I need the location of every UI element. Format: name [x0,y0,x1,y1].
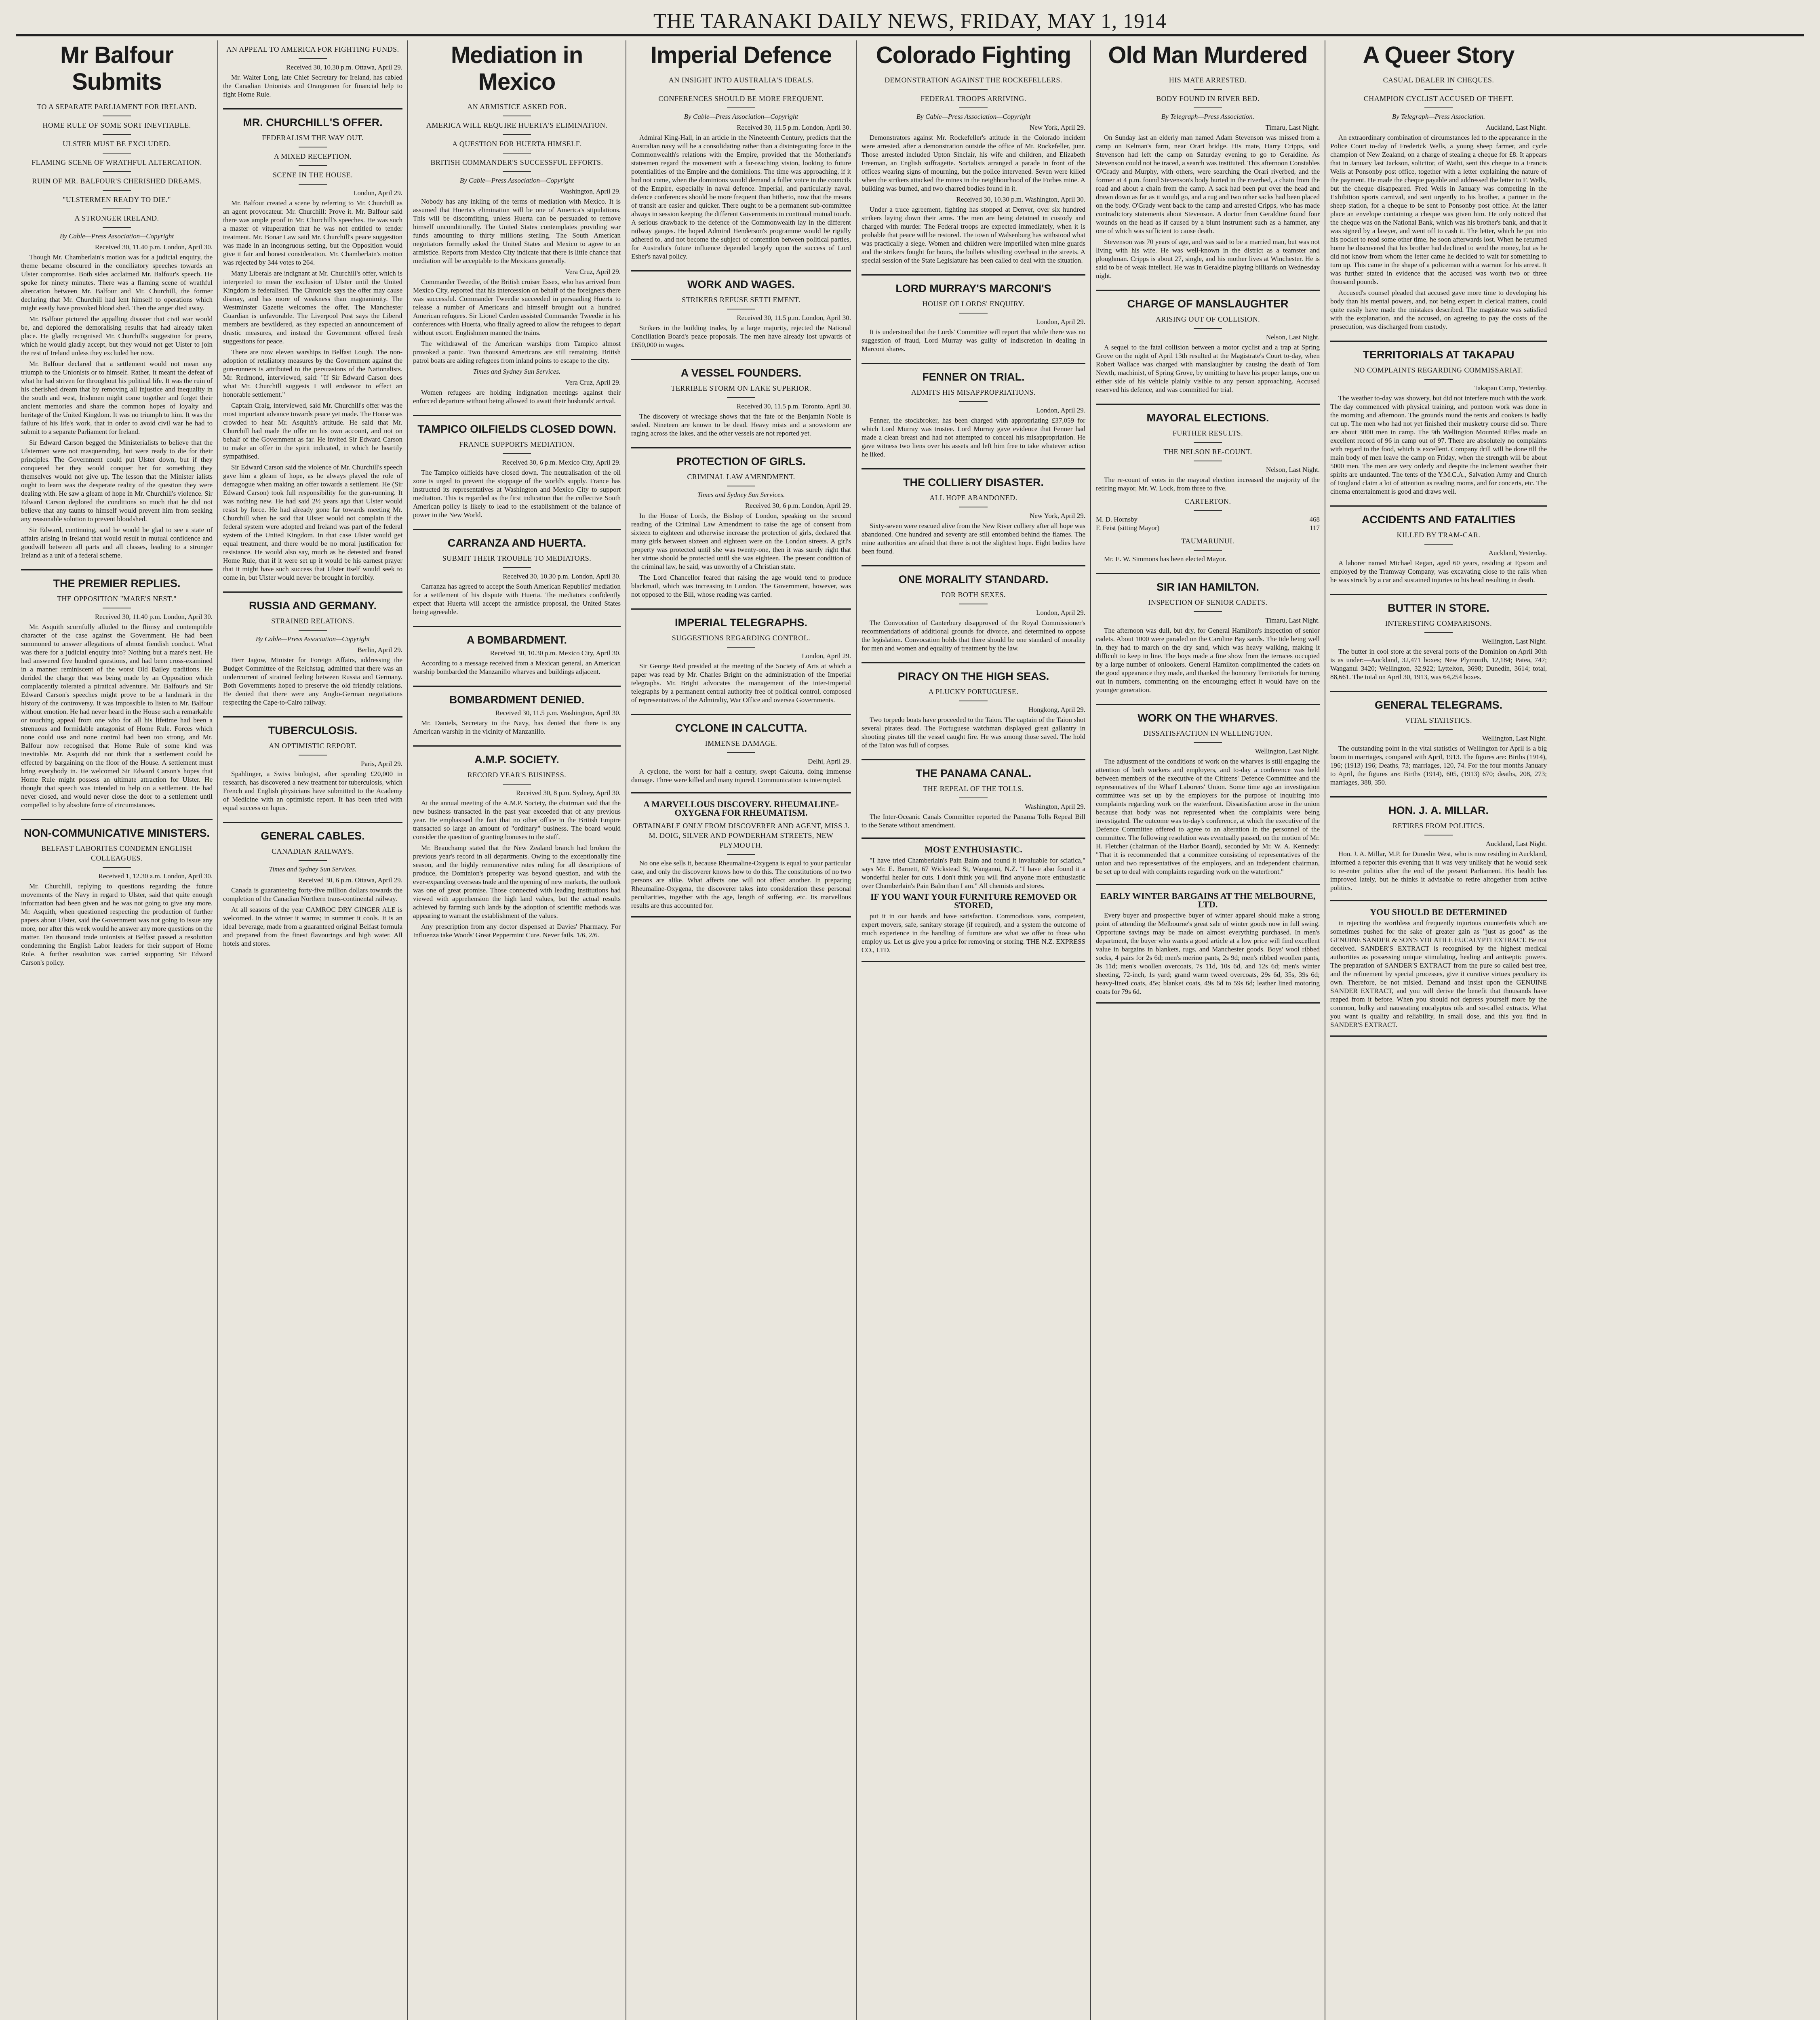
section-heading: THE COLLIERY DISASTER. [862,468,1085,489]
dateline: Received 30, 10.30 p.m. Ottawa, April 29. [286,63,402,71]
paragraph: Though Mr. Chamberlain's motion was for a judicial enquiry, the theme became obscured in the conciliatory speeches towards an Ulster compromise. Both sides acclaimed Mr. Balfour's speech. He spoke for ninety minutes. There was a flaming scene of wrathful altercation between Mr. Balfour and Mr. Churchill, the former declaring that Mr. Churchill had lent himself to operations which might easily have provoked blood shed. Then the anger died away. [21,253,213,312]
paragraph: At the annual meeting of the A.M.P. Society, the chairman said that the new business transacted in the past year exceeded that of any previous year. He emphasised the fact that no other office in the British Empire transacted so large an amount of "ordinary" business. The board would consider the question of granting bonuses to the staff. [413,799,621,841]
columns [16,40,1804,2020]
dateline: Vera Cruz, April 29. [565,379,621,386]
paragraph: Captain Craig, interviewed, said Mr. Churchill's offer was the most important advance towards peace yet made. The House was crowded to hear Mr. Asquith's attitude. He said that Mr. Churchill had made the offer on his own account, and not on behalf of the Government as far. He invited Sir Edward Carson to make an offer in the spirit indicated, in which he heartily sympathised. [223,402,402,460]
subhead: INTERESTING COMPARISONS. [1330,619,1547,633]
subhead: IMMENSE DAMAGE. [631,739,851,753]
paragraph: Demonstrators against Mr. Rockefeller's attitude in the Colorado incident were arrested, after a demonstration outside the office of Mr. Rockefeller, junr. Those arrested included Upton Sinclair, his wife and children, and Elizabeth Freeman, an English suffragette. Socialists arranged a parade in front of the offices wearing signs of mourning, but the police intervened. Seven were killed when the strikers attacked the mines in the neighbourhood of the Forbes mine. A building was burned, and two charred bodies found in it. [862,134,1085,192]
section-heading: A.M.P. SOCIETY. [413,745,621,766]
dateline: Received 30, 6 p.m. London, April 29. [745,502,851,509]
paragraph: Women refugees are holding indignation meetings against their enforced departure without being allowed to await their husbands' arrival. [413,389,621,405]
section-heading: NON-COMMUNICATIVE MINISTERS. [21,819,213,840]
subhead: RETIRES FROM POLITICS. [1330,821,1547,835]
subhead: NO COMPLAINTS REGARDING COMMISSARIAT. [1330,365,1547,380]
dateline: Received 30, 6 p.m. Mexico City, April 29. [502,459,621,466]
section-heading: BUTTER IN STORE. [1330,594,1547,614]
subhead: HIS MATE ARRESTED. [1096,75,1320,90]
advertisement: Any prescription from any doctor dispensed at Davies' Pharmacy. For Influenza take Woods' Great Peppermint Cure. Never fails. 1/6, 2/6. [413,923,621,939]
headline-defence: Imperial Defence [650,42,832,68]
place-heading: TAUMARUNUI. [1096,536,1320,551]
subhead: DISSATISFACTION IN WELLINGTON. [1096,728,1320,743]
paragraph: Sir George Reid presided at the meeting of the Society of Arts at which a paper was read by Mr. Charles Bright on the administration of the Imperial telegraphs. Mr. Bright advocates the management of the inter-Imperial telegraphs by a permanent central authority free of political control, composed of representatives of the Admiralty, War Office and oversea Governments. [631,662,851,704]
section-heading: MAYORAL ELECTIONS. [1096,404,1320,424]
paragraph: Fenner, the stockbroker, has been charged with appropriating £37,059 for which Lord Murray was trustee. Lord Murray gave evidence that Fenner had made a clean breast and had not attempted to conceal his misappropriation. He gave witness two liens over his assets and left him free to take whatever action he liked. [862,417,1085,458]
section-heading: PROTECTION OF GIRLS. [631,447,851,468]
subhead: THE NELSON RE-COUNT. [1096,447,1320,461]
section-heading: FENNER ON TRIAL. [862,363,1085,383]
dateline: London, April 29. [1036,609,1085,617]
subhead: CHAMPION CYCLIST ACCUSED OF THEFT. [1330,94,1547,108]
candidate-name: M. D. Hornsby [1096,516,1138,523]
paragraph: According to a message received from a Mexican general, an American warship bombarded the Manzanillo wharves and buildings adjacent. [413,659,621,675]
subhead: BELFAST LABORITES CONDEMN ENGLISH COLLEAGUES. [21,844,213,868]
dateline: Timaru, Last Night. [1265,124,1320,131]
advert-title: IF YOU WANT YOUR FURNITURE REMOVED OR STORED, [870,892,1077,910]
paragraph: Sir Edward Carson begged the Ministerialists to believe that the Ulstermen were not masquerading, but were ready to die for their principles. The Government could put Ulster down, but if they conquered her they would conquer her for something they themselves would not give up. The lesson that the Minister ialists ought to learn was the desperate reality of the question they were dealing with. He saw a gleam of hope in Mr. Churchill's violence. Sir Edward Carson deplored the conditions so much that he did not believe that any taunts to himself would prevent him from seeking any reasonable solution to prevent bloodshed. [21,439,213,523]
subhead: AN INSIGHT INTO AUSTRALIA'S IDEALS. [631,75,851,90]
subhead: RUIN OF MR. BALFOUR'S CHERISHED DREAMS. [21,176,213,191]
subhead: SUBMIT THEIR TROUBLE TO MEDIATORS. [413,553,621,568]
byline: By Cable—Press Association—Copyright [459,177,574,184]
paragraph: Mr. Beauchamp stated that the New Zealand branch had broken the previous year's record in all departments. Owing to the exceptionally fine season, and the highly remunerative rates ruling for all descriptions of produce, the Dominion's prosperity was beyond question, and with the ever-expanding overseas trade and the opening of new markets, the outlook was one of great promise. Those connected with leading institutions had viewed with apprehension the high land values, but the actual results achieved by farming such lands by the adoption of scientific methods was appearing to warrant the establishment of the values. [413,844,621,920]
subhead: FOR BOTH SEXES. [862,590,1085,604]
result-row [1096,524,1320,532]
paragraph: Mr. Balfour created a scene by referring to Mr. Churchill as an agent provocateur. Mr. Churchill: Prove it. Mr. Balfour said there was ample proof in Mr. Churchill's speeches. He was such a master of vituperation that he was not entitled to tender treatment. Mr. Bonar Law said Mr. Churchill's peace suggestion was made in an incongruous setting, but the Opposition would give it fair and honest consideration. Mr. Chamberlain's motion was rejected by 344 votes to 264. [223,199,402,266]
subhead: VITAL STATISTICS. [1330,715,1547,730]
subhead: DEMONSTRATION AGAINST THE ROCKEFELLERS. [862,75,1085,90]
subhead: A QUESTION FOR HUERTA HIMSELF. [413,139,621,154]
paragraph: Carranza has agreed to accept the South American Republics' mediation for a settlement of his dispute with Huerta. The mediators confidently expect that Huerta will accept the armistice proposal, the United States being agreeable. [413,583,621,616]
subhead: SCENE IN THE HOUSE. [223,170,402,185]
byline: By Telegraph—Press Association. [1161,113,1255,120]
section-heading: RUSSIA AND GERMANY. [223,591,402,612]
paragraph: Hon. J. A. Millar, M.P. for Dunedin West, who is now residing in Auckland, informed a reporter this evening that it was very unlikely that he would seek to re-enter politics after the end of the present Parliament. His health has improved lately, but he thinks it advisable to retire altogether from active politics. [1330,850,1547,892]
subhead: ARISING OUT OF COLLISION. [1096,314,1320,329]
dateline: Vera Cruz, April 29. [565,268,621,276]
paragraph: In the House of Lords, the Bishop of London, speaking on the second reading of the Criminal Law Amendment to raise the age of consent from sixteen to eighteen and otherwise increase the protection of girls, declared that many girls between sixteen and eighteen were on the London streets. A girl's property was protected until she was twenty-one, then it was surely right that her virtue should be protected until she was eighteen. The present condition of the criminal law, he said, was unworthy of a Christian state. [631,512,851,570]
dateline: Wellington, Last Night. [1255,747,1320,755]
section-heading: IMPERIAL TELEGRAPHS. [631,608,851,629]
paragraph: The discovery of wreckage shows that the fate of the Benjamin Noble is sealed. Nineteen are known to be dead. Heavy mists and a snowstorm are raging across the lakes, and the other vessels are not reported yet. [631,412,851,437]
paragraph: Mr. Churchill, replying to questions regarding the future movements of the Navy in regard to Ulster, said that quite enough information had been given and he was not going to give any more. Mr. Asquith, when questioned respecting the production of further papers about Ulster, said the Government was not going to issue any more, nor after this week would he answer any more questions on the matter. Ten thousand trade unionists at Belfast passed a resolution condemning the English Labor leaders for their support of Home Rule. A further resolution was carried supporting Sir Edward Carson's policy. [21,882,213,966]
byline: By Cable—Press Association—Copyright [255,635,370,643]
advert-title: EARLY WINTER BARGAINS AT THE MELBOURNE, LTD. [1100,891,1316,909]
subhead: FEDERAL TROOPS ARRIVING. [862,94,1085,108]
section-heading: WORK ON THE WHARVES. [1096,704,1320,724]
paragraph: Sir Edward Carson said the violence of Mr. Churchill's speech gave him a gleam of hope, as he always played the role of demagogue when making an offer towards a settlement. He (Sir Edward Carson) took full responsibility for the gun-running. It was nothing new. He had said 2½ years ago that Ulster would resist by force. He had already gone far towards meeting Mr. Churchill when he said that Ulster would not complain if the federal system were adopted and Ireland was part of the federal system of the United Kingdom. In that case Ulster would get equal treatment, and there would be no moral justification for resistance. He would also say, much as he detested and feared Home Rule, that if it were set up it would be his earnest prayer that it might have such success that Ulster itself would seek to come in, but Ulster would never be brought in forcibly. [223,463,402,581]
dateline: Berlin, April 29. [357,646,402,654]
dateline: Nelson, Last Night. [1266,333,1320,341]
section-heading: GENERAL CABLES. [223,822,402,842]
dateline: Auckland, Last Night. [1485,124,1547,131]
paragraph: The re-count of votes in the mayoral election increased the majority of the retiring mayor, Mr. W. Lock, from three to five. [1096,476,1320,492]
subhead: TERRIBLE STORM ON LAKE SUPERIOR. [631,383,851,398]
column-murder [1091,40,1325,2020]
dateline: Received 30, 6 p.m. Ottawa, April 29. [298,876,402,884]
paragraph: Admiral King-Hall, in an article in the Nineteenth Century, predicts that the Australian navy will be a consolidating rather than a disintegrating force in the Commonwealth's relations with the Empire, provided that the Motherland's statesmen regard the movement with a far-reaching vision, looking to future potentialities of the Empire and the dominions. The time was approaching, if it had not come, when the dominions would demand a fuller voice in the councils of the Empire, especially in naval defence. Imperial, and particularly naval, defence conferences should be more frequent than hitherto, now that the means of transit are easier and quicker. There ought to be a permanent sub-committee always in session keeping the different Governments in continual mutual touch. A serious drawback to the defence of the Commonwealth lay in the different railway gauges. He hoped Admiral Henderson's programme would be rigidly adhered to, and not become the subject of contention between political parties, for Australia's future influence depended largely upon the success of Lord Esher's naval policy. [631,134,851,260]
paragraph: An extraordinary combination of circumstances led to the appearance in the Police Court to-day of Frederick Wells, a young sheep farmer, and cycle champion of New Zealand, on a charge of stealing a cheque for £8. It appears that in January last Jackson, solicitor, of Waihi, sent this cheque to a Francis Wells at Ponsonby post office, together with a letter explaining the nature of the payment. He made the cheque payable and addressed the letter to F. Wells, but the cheque disappeared. Fred Wells in January was competing in the Exhibition sports carnival, and sent urgently to his brother, a partner in the sheep station, for a cheque to be sent to Ponsonby post office. At the latter place an envelope containing a cheque was given him. He only noticed that the cheque was on the National Bank, which was his brother's bank, and that it was signed by a lawyer, and went off to cash it. The letter, which he put into his pocket to read some other time, he soon afterwards lost. When he returned home he discovered that his brother had declined to send the money, but as he did not know from whom the letter came he decided to wait for something to turn up. This came in the shape of a policeman with a warrant for his arrest. It was further stated in evidence that the accused was worth two or three thousand pounds. [1330,134,1547,286]
section-heading: A BOMBARDMENT. [413,626,621,646]
dateline: Received 30, 10.30 p.m. Washington, April 30. [956,196,1085,203]
paragraph: Herr Jagow, Minister for Foreign Affairs, addressing the Budget Committee of the Reichstag, admitted that there was an undercurrent of strained feeling between Russia and Germany. Both Governments hoped to preserve the old friendly relations. He denied that there were any Anglo-German negotiations respecting the Cape-to-Cairo railway. [223,656,402,706]
paragraph: Accused's counsel pleaded that accused gave more time to developing his body than his mental powers, and, not being expert in clerical matters, could quite easily have made the mistakes described. The magistrate was satisfied with the explanation, and the accused, on agreeing to pay the costs of the prosecution, was discharged from custody. [1330,289,1547,330]
advertisement-pain-balm [862,837,1085,962]
dateline: Received 30, 11.5 p.m. Washington, April 30. [495,709,621,717]
paragraph: Mr. Walter Long, late Chief Secretary for Ireland, has cabled the Canadian Unionists and Orangemen for financial help to fight Home Rule. [223,74,402,98]
byline: Times and Sydney Sun Services. [697,491,785,499]
section-heading: PIRACY ON THE HIGH SEAS. [862,662,1085,683]
subhead: ADMITS HIS MISAPPROPRIATIONS. [862,387,1085,402]
column-continued [218,40,408,2020]
dateline: Received 30, 8 p.m. Sydney, April 30. [516,789,621,797]
paragraph: Sir Edward, continuing, said he would be glad to see a state of affairs arising in Ireland that would result in mutual confidence and goodwill between all parts and all classes, leading to a stronger Ireland as a unit of a federal scheme. [21,526,213,559]
paragraph: Mr. Daniels, Secretary to the Navy, has denied that there is any American warship in the vicinity of Manzanillo. [413,719,621,735]
advert-body: "I have tried Chamberlain's Pain Balm and found it invaluable for sciatica," says Mr. E. Barnett, 67 Wickstead St, Wanganui, N.Z. "I have also found it a wonderful healer for cuts. I don't think you will find anyone more enthusiastic over Chamberlain's Pain Balm than I am." All chemists and stores. [862,856,1085,890]
paragraph: Many Liberals are indignant at Mr. Churchill's offer, which is interpreted to mean the exclusion of Ulster until the United Kingdom is federalised. The Chronicle says the offer may cause dismay, and has more of weakness than magnanimity. The Westminster Gazette welcomes the offer. The Manchester Guardian is unfavorable. The Liverpool Post says the Liberal members are bewildered, as they expected an announcement of drastic measures, and instead the Government offered fresh suggestions for peace. [223,269,402,345]
dateline: Wellington, Last Night. [1482,734,1547,742]
subhead: FEDERALISM THE WAY OUT. [223,133,402,147]
subhead: THE REPEAL OF THE TOLLS. [862,784,1085,798]
paragraph: There are now eleven warships in Belfast Lough. The non-adoption of retaliatory measures by the Government against the gun-runners is attributed to the persuasions of the Nationalists. Mr. Redmond, interviewed, said: "If Sir Edward Carson does what Mr. Churchill suggests I will endeavor to effect an honorable settlement." [223,348,402,398]
paragraph: Mr. Balfour declared that a settlement would not mean any triumph to the Unionists or to himself. Rather, it meant the defeat of what he had striven for throughout his political life. It was the ruin of his cherished dream that by removing all injustice and inequality in the south and west, Irishmen might come together and forget their ancient memories and share the common hopes of loyalty and heritage of the United Kingdom. It was no triumph to him. It was the failure of his life's work, that in order to avoid civil war he had to submit to a separate Parliament for Ireland. [21,360,213,436]
section-heading: GENERAL TELEGRAMS. [1330,691,1547,711]
paragraph: A sequel to the fatal collision between a motor cyclist and a trap at Spring Grove on the night of April 13th resulted at the Magistrate's Court to-day, when Robert Wallace was charged with manslaughter by causing the death of Tom Newth, machinist, of Spring Grove, by omitting to have his proper lamps, one on either side of his vehicle plainly visible to any person approaching. Accused reserved his defence, and was committed for trial. [1096,343,1320,393]
paragraph: Stevenson was 70 years of age, and was said to be a married man, but was not living with his wife. He was well-known in the district as a teamster and ploughman. Cripps is about 27, single, and his mother lives at Winchester. He is said to be of weak intellect. He was in Geraldine playing billiards on Wednesday night. [1096,238,1320,280]
subhead: AN OPTIMISTIC REPORT. [223,741,402,755]
subhead: CANADIAN RAILWAYS. [223,846,402,861]
subhead: FRANCE SUPPORTS MEDIATION. [413,440,621,454]
subhead: STRAINED RELATIONS. [223,616,402,631]
subhead: CONFERENCES SHOULD BE MORE FREQUENT. [631,94,851,108]
subhead: AN APPEAL TO AMERICA FOR FIGHTING FUNDS. [223,44,402,59]
section-heading: TUBERCULOSIS. [223,716,402,737]
advert-body: in rejecting the worthless and frequently injurious counterfeits which are sometimes pushed for the sake of greater gain as "just as good" as the GENUINE SANDER & SON'S VOLATILE EUCALYPTI EXTRACT. Be not deceived. SANDER'S EXTRACT is recognised by the highest medical authorities as possessing unique stimulating, healing and antiseptic powers. The preparation of SANDER'S EXTRACT from the pure so called best tree, and the refinement by special processes, give it curative virtues peculiary its own. Therefore, be not misled. Demand and insist upon the GENUINE SANDER EXTRACT, and you will derive the benefit that thousands have reaped from it before. When you should not depress yourself more by the common, bulky and nauseating eucalyptus oils and so-called extracts. What you want is quality and reliability, in small dose, and this you find in SANDER'S EXTRACT. [1330,919,1547,1029]
advert-title: YOU SHOULD BE DETERMINED [1370,907,1507,917]
subhead: AN ARMISTICE ASKED FOR. [413,102,621,116]
subhead: SUGGESTIONS REGARDING CONTROL. [631,633,851,648]
dateline: Washington, April 29. [1025,803,1085,810]
paragraph: Commander Tweedie, of the British cruiser Essex, who has arrived from Mexico City, reported that his intercession on behalf of the foreigners there was successful. Commander Tweedie succeeded in persuading Huerta to release a number of Americans and himself brought out a hundred American refugees. Sir Lionel Carden assisted Commander Tweedie in his conferences with Huerta, who finally agreed to allow the refugees to depart without escort. Englishmen manned the trains. [413,278,621,337]
headline-mexico: Mediation in Mexico [451,42,583,95]
section-heading: BOMBARDMENT DENIED. [413,686,621,706]
subhead: INSPECTION OF SENIOR CADETS. [1096,598,1320,612]
paragraph: On Sunday last an elderly man named Adam Stevenson was missed from a camp on Kelman's farm, near Orari bridge. His mate, Harry Cripps, said Stevenson had left the camp on Saturday evening to go to Geraldine. As Stevenson could not be traced, a search was instituted. This afternoon Constables O'Grady and Murphy, with others, were searching the Orari riverbed, and the former at 4 p.m. found Stevenson's body buried in the riverbed, a chain from the road and about a chain from the camp. A sack had been put over the head and drawn down as far as it would go, and a rug and two other sacks had been placed on the body. O'Grady went back to the camp and arrested Cripps, who has made contradictory statements about Stevenson. A doctor from Geraldine found four wounds on the head as if caused by a blunt instrument such as a hammer, any one of which was sufficient to cause death. [1096,134,1320,235]
section-heading: TAMPICO OILFIELDS CLOSED DOWN. [413,415,621,436]
paragraph: The outstanding point in the vital statistics of Wellington for April is a big boom in marriages, compared with April, 1913. The figures are: Births (1914), 196; (1913) 196; Deaths, 73; marriages, 120, 74. For the four months January to April, the figures are: Births (1914), 605, (1913) 670; deaths, 208, 273; marriages, 388, 350. [1330,745,1547,786]
section-heading: SIR IAN HAMILTON. [1096,573,1320,593]
subhead: ALL HOPE ABANDONED. [862,493,1085,507]
section-heading: CARRANZA AND HUERTA. [413,529,621,549]
candidate-name: F. Feist (sitting Mayor) [1096,524,1160,532]
dateline: Received 30, 11.5 p.m. London, April 30. [737,124,851,131]
dateline: Auckland, Last Night. [1485,840,1547,848]
subhead: RECORD YEAR'S BUSINESS. [413,770,621,785]
dateline: London, April 29. [802,652,851,660]
paragraph: Two torpedo boats have proceeded to the Taion. The captain of the Taion shot several pirates dead. The Portuguese watchman displayed great gallantry in shooting pirates till the vessel caught fire. He was among those saved. The hold of the Taion was full of corpses. [862,716,1085,749]
subhead: CRIMINAL LAW AMENDMENT. [631,472,851,486]
section-heading: HON. J. A. MILLAR. [1330,796,1547,817]
paragraph: The Lord Chancellor feared that raising the age would tend to produce blackmail, which was increasing in London. The Government, however, was not opposed to the Bill, whose reading was carried. [631,574,851,598]
dateline: New York, April 29. [1030,124,1085,131]
advert-title: A MARVELLOUS DISCOVERY. RHEUMALINE-OXYGENA FOR RHEUMATISM. [643,799,839,818]
masthead: THE TARANAKI DAILY NEWS, FRIDAY, MAY 1, 1914 [16,8,1804,36]
subhead: AMERICA WILL REQUIRE HUERTA'S ELIMINATION. [413,120,621,135]
section-heading: TERRITORIALS AT TAKAPAU [1330,341,1547,361]
paragraph: Strikers in the building trades, by a large majority, rejected the National Conciliation Board's peace proposals. The men have already lost upwards of £650,000 in wages. [631,324,851,349]
dateline: Received 1, 12.30 a.m. London, April 30. [98,872,213,880]
dateline: Auckland, Yesterday. [1488,549,1547,557]
paragraph: The afternoon was dull, but dry, for General Hamilton's inspection of senior cadets. About 1000 were paraded on the Caroline Bay sands. The tide being well in, they had to march on the dry sand, which was heavy walking, making it difficult to keep in line. The boys made a fine show from the terraces occupied by a large number of onlookers. General Hamilton complimented the cadets on the good appearance they made, and thanked the honorary Territorials for turning out in numbers, commenting on the encouraging effect it would have on the younger generation. [1096,627,1320,694]
subhead: HOME RULE OF SOME SORT INEVITABLE. [21,120,213,135]
advertisement: At all seasons of the year CAMROC DRY GINGER ALE is welcomed. In the winter it warms; in summer it cools. It is an ideal beverage, made from a guaranteed original Belfast formula and prepared from the finest flavourings and high water. All hotels and stores. [223,906,402,947]
paragraph: Nobody has any inkling of the terms of mediation with Mexico. It is assumed that Huerta's elimination will be one of America's stipulations. This will be discomfiting, unless Huerta can be persuaded to remove himself unconditionally. The United States contemplates providing war funds amounting to thirty millions sterling. The South American negotiators formally asked the United States and Mexico to agree to an armistice. Reports from Mexico City indicate that there is little chance that mediation will be acceptable to the Mexicans generally. [413,198,621,265]
section-heading: LORD MURRAY'S MARCONI'S [862,274,1085,295]
subhead: STRIKERS REFUSE SETTLEMENT. [631,295,851,309]
subhead: "ULSTERMEN READY TO DIE." [21,195,213,209]
subhead: HOUSE OF LORDS' ENQUIRY. [862,299,1085,314]
advert-subtitle: OBTAINABLE ONLY FROM DISCOVERER AND AGENT, MISS J. M. DOIG, SILVER AND POWDERHAM STREETS, NEW PLYMOUTH. [631,821,851,855]
dateline: London, April 29. [1036,318,1085,326]
paragraph: A laborer named Michael Regan, aged 60 years, residing at Epsom and employed by the Tramway Company, was excavating close to the rails when he was struck by a car and sustained injuries to his head resulting in death. [1330,559,1547,584]
paragraph: The butter in cool store at the several ports of the Dominion on April 30th is as under:—Auckland, 32,471 boxes; New Plymouth, 12,184; Patea, 747; Wanganui 3420; Wellington, 32,922; Lyttelton, 3698; Dunedin, 3614; total, 88,661. The total on April 30, 1913, was 64,254 boxes. [1330,648,1547,681]
byline: By Cable—Press Association—Copyright [684,113,798,120]
subhead: BRITISH COMMANDER'S SUCCESSFUL EFFORTS. [413,158,621,172]
candidate-votes: 117 [1310,524,1320,532]
subhead: FLAMING SCENE OF WRATHFUL ALTERCATION. [21,158,213,172]
advertisement-sanders-extract [1330,900,1547,1037]
subhead: KILLED BY TRAM-CAR. [1330,530,1547,545]
dateline: Received 30, 10.30 p.m. Mexico City, April 30. [490,649,621,657]
paragraph: The weather to-day was showery, but did not interfere much with the work. The day commenced with physical training, and pontoon work was done in the morning and afternoon. The grounds round the tents and cookers is badly cut up. The men who had not yet finished their musketry course did so. There are about 3000 men in camp. The 9th Wellington Mounted Rifles made an excellent record of 96 in camp out of 97. There are absolutely no complaints with regard to the food, which is excellent. Company drill will be done till the main body of men leave the camp on Friday, when the strength will be about 5000 men. The men are very orderly and despite the inclement weather their spirits are undaunted. The tents of the Y.M.C.A., Salvation Army and Church of England claim a lot of attention as reading rooms, and for concerts, etc. The cinema entertainment is good and draws well. [1330,394,1547,495]
paragraph: Mr. Balfour pictured the appalling disaster that civil war would be, and deplored the demoralising results that had already taken place. He gladly recognised Mr. Churchill's suggestion for peace, which he would gladly accept, but they would not get Ulster to join the rest of Ireland unless they excluded her now. [21,315,213,357]
candidate-votes: 468 [1309,516,1320,523]
dateline: Received 30, 10.30 p.m. London, April 30. [503,572,621,580]
paragraph: The Tampico oilfields have closed down. The neutralisation of the oil zone is urged to prevent the stoppage of the world's supply. France has instructed its representatives at Washington and Mexico City to support mediation. This is regarded as the first indication that the collective South American policy is likely to lead to the establishment of the balance of power in the New World. [413,469,621,519]
dateline: Hongkong, April 29. [1028,706,1085,713]
column-mexico [408,40,626,2020]
dateline: New York, April 29. [1030,512,1085,520]
dateline: Received 30, 11.5 p.m. Toronto, April 30. [736,402,851,410]
advert-body: No one else sells it, because Rheumaline-Oxygena is equal to your particular case, and only the discoverer knows how to do this. The constitutions of no two persons are alike. What affects one will not affect another. In preparing Rheumaline-Oxygena, the discoverer takes into consideration these personal peculiarities, together with the age, length of suffering, etc. Its marvellous results are thus accounted for. [631,859,851,909]
subhead: A PLUCKY PORTUGUESE. [862,687,1085,701]
dateline: Timaru, Last Night. [1265,617,1320,624]
column-queer-story [1325,40,1552,2020]
advert-body: put it in our hands and have satisfaction. Commodious vans, competent, expert movers, safe, sanitary storage (if required), and a system the outcome of much experience in the handling of furniture are what we offer to those who employ us. Let us give you a price for removing or storing. THE N.Z. EXPRESS CO., LTD. [862,912,1085,954]
dateline: London, April 29. [1036,406,1085,414]
byline: By Cable—Press Association—Copyright [916,113,1031,120]
paragraph: The Inter-Oceanic Canals Committee reported the Panama Tolls Repeal Bill to the Senate without amendment. [862,813,1085,829]
dateline: Washington, April 29. [560,187,621,195]
column-colorado [857,40,1091,2020]
byline: By Telegraph—Press Association. [1392,113,1485,120]
subhead: FURTHER RESULTS. [1096,428,1320,443]
section-heading: A VESSEL FOUNDERS. [631,359,851,379]
paragraph: It is understood that the Lords' Committee will report that while there was no suggestion of fraud, Lord Murray was guilty of indiscretion in dealing in Marconi shares. [862,328,1085,353]
advert-title: MOST ENTHUSIASTIC. [925,844,1022,854]
section-heading: MR. CHURCHILL'S OFFER. [223,108,402,129]
paragraph: The adjustment of the conditions of work on the wharves is still engaging the attention of both workers and employers, and to-day a conference was held between members of the executive of the Citizens' Defence Committee and the representatives of the Wharf Laborers' Union. Some time ago an investigation committee was set up by the employers for the purpose of inquiring into complaints regarding work on the waterfront. Dissatisfaction arose in the union because that body was not represented when the complaints were being investigated. The outcome was to-day's conference, at which the executive of the Defence Committee offered to agree to an alteration in the personnel of the committee. The following resolution was eventually passed, on the motion of Mr. H. Fletcher (chairman of the Harbor Board), seconded by Mr. W. A. Kennedy: "That it is recommended that a committee consisting of representatives of the union and two representatives of the employers, and an independent chairman, be set up to deal with complaints regarding work on the waterfront." [1096,758,1320,875]
place-heading: CARTERTON. [1096,497,1320,511]
column-balfour [16,40,218,2020]
paragraph: The withdrawal of the American warships from Tampico almost provoked a panic. Two thousand Americans are still remaining. British patrol boats are aiding refugees from inland points to escape to the city. [413,340,621,364]
subhead: ULSTER MUST BE EXCLUDED. [21,139,213,154]
byline: Times and Sydney Sun Services. [269,865,357,873]
paragraph: The Convocation of Canterbury disapproved of the Royal Commissioner's recommendations of additional grounds for divorce, and determined to oppose the legislation. Convocation holds that there should be one standard of morality for men and women and equality of treatment by the law. [862,619,1085,652]
subhead: BODY FOUND IN RIVER BED. [1096,94,1320,108]
subhead: THE OPPOSITION "MARE'S NEST." [21,594,213,608]
dateline: Received 30, 11.5 p.m. London, April 30. [737,314,851,322]
subhead: A MIXED RECEPTION. [223,152,402,166]
dateline: Takapau Camp, Yesterday. [1474,384,1547,392]
dateline: Wellington, Last Night. [1482,638,1547,645]
section-heading: THE PREMIER REPLIES. [21,569,213,590]
paragraph: Mr. Asquith scornfully alluded to the flimsy and contemptible character of the case against the Government. He had been summoned to answer allegations of almost fiendish conduct. What was there for a judicial enquiry into? Nothing but a mare's nest. He had answered five hundred questions, and had been cross-examined in a manner reminiscent of the worst Old Bailey traditions. He derided the charge that was being made by an Opposition which complacently tolerated a piratical adventure. Mr. Balfour's and Sir Edward Carson's speeches might prove to be a landmark in the history of the controversy. It was impossible to listen to Mr. Balfour without emotion. He had never heard in the House such a remarkable or touching appeal from one who for all his lifetime had been a strenuous and formidable antagonist of Home Rule. Forces which none could use and none control had been too strong, and Mr. Balfour now recognised that Home Rule of some kind was inevitable. Mr. Asquith did not think that a settlement could be effected by bargaining on the floor of the House. A settlement must bring everybody in. He welcomed Sir Edward Carson's hopes that Home Rule might possess an ultimate attraction for Ulster. He thought that speech was intended to help on a settlement. He had never closed, and would never close the door to a settlement until compelled to by absolute force of circumstances. [21,623,213,809]
paragraph: Canada is guaranteeing forty-five million dollars towards the completion of the Canadian Northern trans-continental railway. [223,886,402,903]
section-heading: ONE MORALITY STANDARD. [862,565,1085,586]
dateline: Received 30, 11.40 p.m. London, April 30. [95,243,213,251]
headline-balfour: Mr Balfour Submits [60,42,173,95]
subhead: CASUAL DEALER IN CHEQUES. [1330,75,1547,90]
paragraph: Under a truce agreement, fighting has stopped at Denver, over six hundred strikers laying down their arms. The men are being detained in custody and charged with murder. The Federal troops are expected immediately, when it is probable that peace will be restored. The town of Walsenburg has withstood what was practically a siege. Women and children were imperilled when mine guards and the strikers fought for hours, the bullets whistling overhead in the streets. A special session of the State Legislature has been called to deal with the situation. [862,206,1085,264]
subhead: TO A SEPARATE PARLIAMENT FOR IRELAND. [21,102,213,116]
byline: Times and Sydney Sun Services. [473,368,561,375]
paragraph: Spahlinger, a Swiss biologist, after spending £20,000 in research, has discovered a new treatment for tuberculosis, which French and English physicians have submitted to the Academy of Medicine with an optimistic report. It has been tried with equal success on lupus. [223,770,402,812]
dateline: Received 30, 11.40 p.m. London, April 30. [95,613,213,621]
dateline: Paris, April 29. [361,760,402,768]
paragraph: Sixty-seven were rescued alive from the New River colliery after all hope was abandoned. One hundred and seventy are still entombed behind the flames. The mine authorities are afraid that there is not the slightest hope. Eight bodies have been found. [862,522,1085,555]
dateline: Nelson, Last Night. [1266,466,1320,473]
column-defence [626,40,857,2020]
subhead: A STRONGER IRELAND. [21,213,213,228]
advertisement-melbourne [1096,884,1320,1004]
section-heading: CHARGE OF MANSLAUGHTER [1096,290,1320,310]
headline-colorado: Colorado Fighting [876,42,1071,68]
advert-body: Every buyer and prospective buyer of winter apparel should make a strong point of attending the Melbourne's great sale of winter goods now in full swing. Opportune savings may be made on almost everything purchased. In men's department, the buyer who wants a good article at a low price will find excellent value in bargains in blankets, rugs, and Manchester goods. Boys' wool ribbed socks, 4 pairs for 2s 6d; men's merino pants, 2s 9d; men's ribbed woollen pants, 3s 11d; men's woollen overcoats, 7s 11d, 10s 6d, and 12s 6d; men's winter sheeting, 72-inch, 1s yard; grand warm tweed overcoats, 29s 6d, 35s, 39s 6d; heavy-lined coats, 45s; blanket coats, 49s 6d to 59s 6d; leather lined motoring coats for 79s 6d. [1096,911,1320,995]
dateline: Delhi, April 29. [808,758,851,765]
section-heading: THE PANAMA CANAL. [862,759,1085,780]
section-heading: WORK AND WAGES. [631,270,851,291]
dateline: London, April 29. [353,189,402,197]
byline: By Cable—Press Association—Copyright [59,232,174,240]
result-row [1096,515,1320,524]
headline-murder: Old Man Murdered [1108,42,1308,68]
section-heading: ACCIDENTS AND FATALITIES [1330,505,1547,526]
paragraph: Mr. E. W. Simmons has been elected Mayor. [1104,555,1226,563]
paragraph: A cyclone, the worst for half a century, swept Calcutta, doing immense damage. Three were killed and many injured. Communication is interrupted. [631,768,851,784]
advertisement-rheumaline [631,792,851,917]
headline-queer-story: A Queer Story [1363,42,1515,68]
section-heading: CYCLONE IN CALCUTTA. [631,714,851,734]
